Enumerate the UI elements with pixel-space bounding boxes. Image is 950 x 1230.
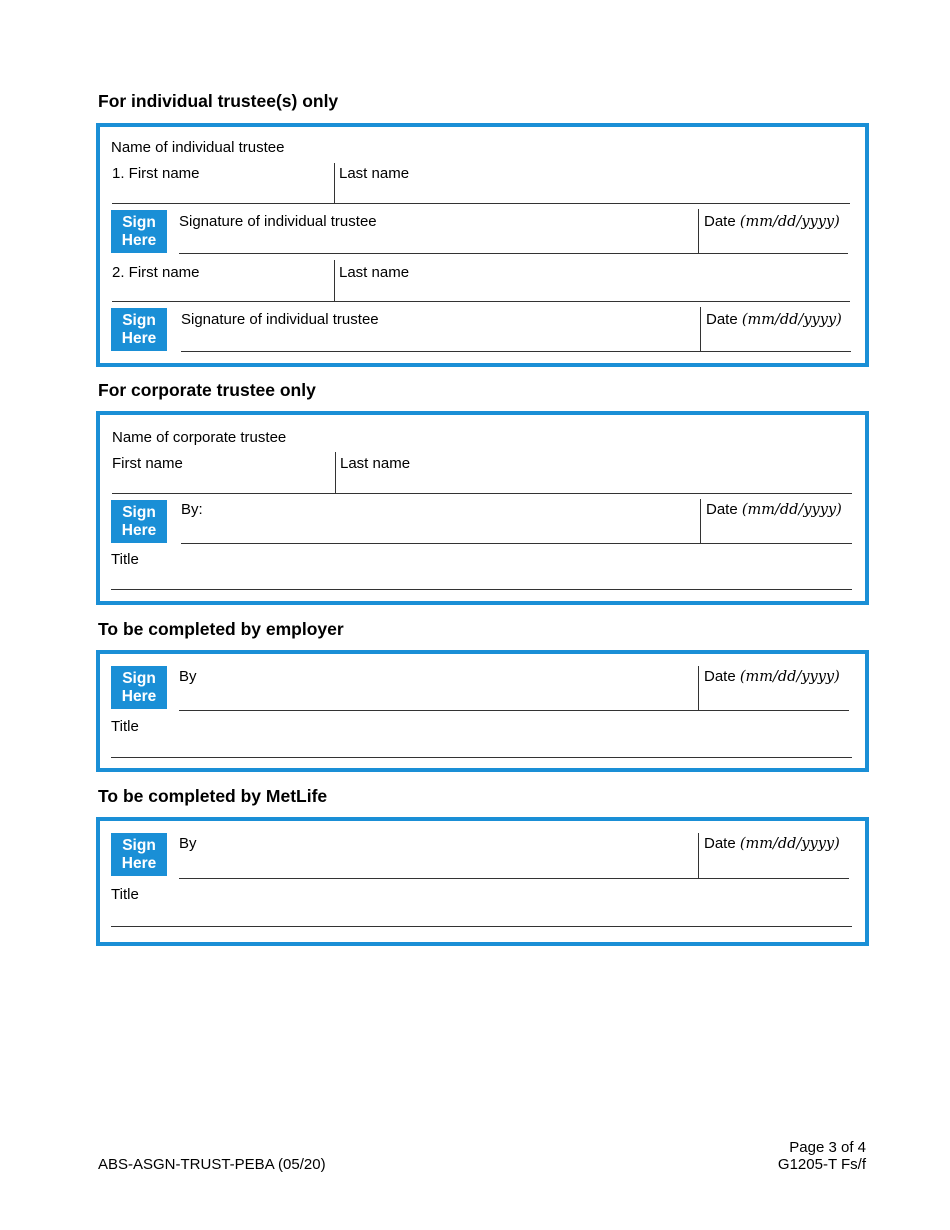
divider [111,926,852,927]
divider [700,307,701,351]
date-text: Date [704,213,736,230]
sign-here-badge [111,210,167,253]
sign-here-badge [111,308,167,351]
section-heading-metlife: To be completed by MetLife [98,786,328,806]
metlife-by-field[interactable] [179,849,694,875]
corporate-last-name-field[interactable] [340,467,850,493]
sign-here-badge [111,500,167,543]
employer-box [96,650,869,772]
trustee1-last-name-label: Last name [339,165,410,182]
trustee2-signature-field[interactable] [181,325,696,351]
date-format-hint: (mm/dd/yyyy) [739,214,840,230]
trustee1-signature-field[interactable] [179,227,694,253]
trustee1-date-field[interactable] [704,227,848,253]
metlife-title-field[interactable] [111,899,851,925]
form-code: G1205-T Fs/f [777,1156,866,1173]
divider [112,203,850,204]
section-heading-corporate: For corporate trustee only [98,380,316,400]
corporate-title-field[interactable] [111,563,851,589]
metlife-by-label: By [179,835,197,852]
divider [112,301,850,302]
sign-here-line2: Here [121,854,157,872]
corporate-by-label: By: [181,501,203,518]
divider [700,499,701,543]
employer-by-field[interactable] [179,682,694,708]
corporate-date-field[interactable] [706,515,850,541]
date-format-hint: (mm/dd/yyyy) [741,312,842,328]
sign-here-line2: Here [121,231,157,249]
trustee2-last-name-label: Last name [339,264,410,281]
divider [335,452,336,493]
sign-here-line1: Sign [122,669,156,687]
corporate-by-field[interactable] [181,515,696,541]
corporate-trustee-name-label: Name of corporate trustee [112,429,287,446]
metlife-date-field[interactable] [704,849,848,875]
date-text: Date [704,668,736,685]
individual-trustee-name-label: Name of individual trustee [111,139,285,156]
employer-title-label: Title [111,718,139,735]
trustee2-signature-label: Signature of individual trustee [181,311,379,328]
metlife-title-label: Title [111,886,139,903]
trustee2-date-field[interactable] [706,325,850,351]
employer-by-label: By [179,668,197,685]
divider [181,351,851,352]
employer-title-field[interactable] [111,730,851,756]
sign-here-line1: Sign [122,836,156,854]
divider [181,543,852,544]
form-id: ABS-ASGN-TRUST-PEBA (05/20) [98,1156,326,1173]
metlife-box [96,817,869,946]
divider [698,833,699,878]
date-text: Date [706,311,738,328]
sign-here-line2: Here [121,687,157,705]
trustee1-signature-label: Signature of individual trustee [179,213,377,230]
divider [698,666,699,710]
sign-here-line2: Here [121,329,157,347]
sign-here-line2: Here [121,521,157,539]
sign-here-badge [111,666,167,709]
divider [111,757,852,758]
trustee1-first-name-field[interactable] [112,179,332,205]
sign-here-line1: Sign [122,213,156,231]
section-heading-individual: For individual trustee(s) only [98,91,339,111]
date-format-hint: (mm/dd/yyyy) [739,669,840,685]
divider [112,493,852,494]
divider [179,253,848,254]
date-text: Date [706,501,738,518]
page-number: Page 3 of 4 [789,1139,866,1156]
divider [111,589,852,590]
individual-trustee-box [96,123,869,367]
section-heading-employer: To be completed by employer [98,619,344,639]
trustee2-last-name-field[interactable] [339,277,849,303]
trustee2-first-name-field[interactable] [112,277,332,303]
corporate-title-label: Title [111,551,139,568]
trustee1-first-name-label: 1. First name [112,165,200,182]
sign-here-badge [111,833,167,876]
divider [179,878,849,879]
date-text: Date [704,835,736,852]
divider [334,163,335,203]
date-format-hint: (mm/dd/yyyy) [741,502,842,518]
sign-here-line1: Sign [122,311,156,329]
trustee2-first-name-label: 2. First name [112,264,200,281]
corporate-last-name-label: Last name [340,455,411,472]
divider [334,260,335,301]
divider [698,209,699,253]
date-format-hint: (mm/dd/yyyy) [739,836,840,852]
sign-here-line1: Sign [122,503,156,521]
employer-date-field[interactable] [704,682,848,708]
trustee1-last-name-field[interactable] [339,179,849,205]
corporate-first-name-label: First name [112,455,183,472]
corporate-trustee-box [96,411,869,605]
corporate-first-name-field[interactable] [112,467,332,493]
divider [179,710,849,711]
